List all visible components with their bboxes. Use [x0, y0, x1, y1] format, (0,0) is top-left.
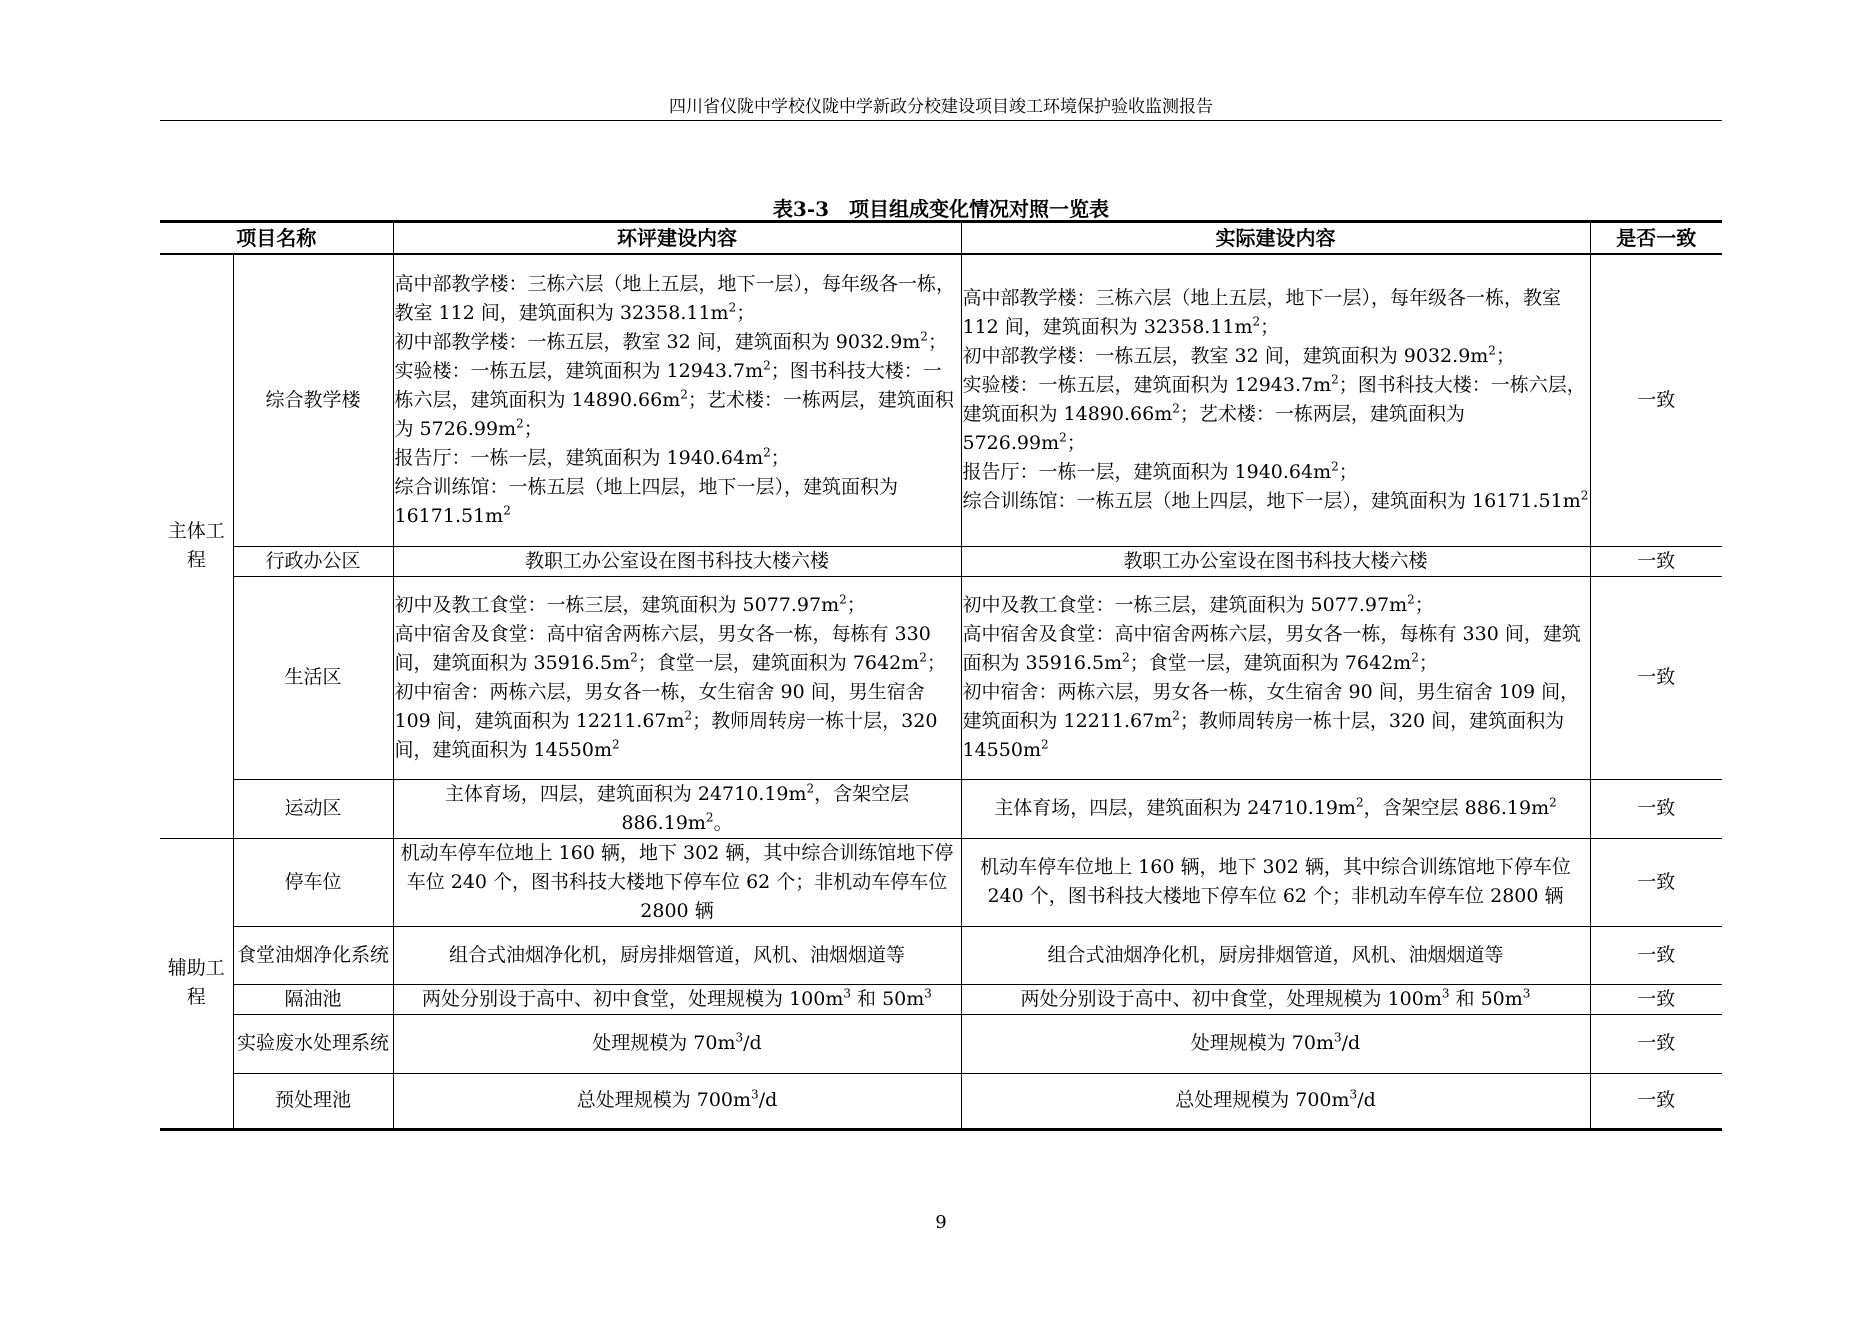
item-name-cell: 综合教学楼	[233, 254, 393, 546]
actual-content-cell: 初中及教工食堂：一栋三层，建筑面积为 $5077.97m^2$； 高中宿舍及食堂：高中宿舍两栋六层，男女各一栋，每栋有 330 间，建筑面积为 $35916.5m^2$；食堂一层，建筑面积为 $7642m^2$； 初中宿舍：两栋六层，男女各一栋，女生宿舍 90 间，男生宿舍 109 间，建筑面积为 $12211.67m^2$；教师周转房一栋十层，320 间，建筑面积为 $14550m^2$	[961, 576, 1590, 779]
actual-content-cell: 处理规模为 $70m^3/d$	[961, 1014, 1590, 1073]
consistency-cell: 一致	[1590, 779, 1722, 838]
actual-content-cell: 主体育场，四层，建筑面积为 $24710.19m^2$，含架空层 $886.19m^2$	[961, 779, 1590, 838]
table-row	[160, 984, 1722, 1014]
eia-content-cell: 主体育场，四层，建筑面积为 $24710.19m^2$，含架空层 $886.19m^2$。	[393, 779, 961, 838]
item-name-cell: 实验废水处理系统	[233, 1014, 393, 1073]
table-row	[160, 926, 1722, 984]
eia-content-cell: 两处分别设于高中、初中食堂，处理规模为 $100m^3$ 和 $50m^3$	[393, 984, 961, 1014]
table-row	[160, 779, 1722, 838]
consistency-cell: 一致	[1590, 926, 1722, 984]
eia-content-cell: 处理规模为 $70m^3/d$	[393, 1014, 961, 1073]
table-row	[160, 254, 1722, 546]
item-name-cell: 隔油池	[233, 984, 393, 1014]
consistency-cell: 一致	[1590, 1014, 1722, 1073]
eia-content-cell: 组合式油烟净化机，厨房排烟管道，风机、油烟烟道等	[393, 926, 961, 984]
col-header-actual: 实际建设内容	[961, 222, 1590, 255]
item-name-cell: 生活区	[233, 576, 393, 779]
eia-content-cell: 机动车停车位地上 160 辆，地下 302 辆，其中综合训练馆地下停车位 240 个，图书科技大楼地下停车位 62 个；非机动车停车位 2800 辆	[393, 838, 961, 926]
comparison-table	[160, 220, 1722, 1131]
eia-content-cell: 教职工办公室设在图书科技大楼六楼	[393, 546, 961, 576]
table-caption: 表3-3 项目组成变化情况对照一览表	[772, 197, 1110, 221]
consistency-cell: 一致	[1590, 1073, 1722, 1129]
actual-content-cell: 两处分别设于高中、初中食堂，处理规模为 $100m^3$ 和 $50m^3$	[961, 984, 1590, 1014]
actual-content-cell: 高中部教学楼：三栋六层（地上五层，地下一层），每年级各一栋，教室 112 间，建筑面积为 $32358.11m^2$； 初中部教学楼：一栋五层，教室 32 间，建筑面积为 $9032.9m^2$； 实验楼：一栋五层，建筑面积为 $12943.7m^2$；图书科技大楼：一栋六层，建筑面积为 $14890.66m^2$；艺术楼：一栋两层，建筑面积为 $5726.99m^2$； 报告厅：一栋一层，建筑面积为 $1940.64m^2$； 综合训练馆：一栋五层（地上四层，地下一层），建筑面积为 $16171.51m^2$	[961, 254, 1590, 546]
col-header-name: 项目名称	[160, 222, 393, 255]
running-header: 四川省仪陇中学校仪陇中学新政分校建设项目竣工环境保护验收监测报告	[669, 97, 1213, 117]
item-name-cell: 行政办公区	[233, 546, 393, 576]
actual-content-cell: 组合式油烟净化机，厨房排烟管道，风机、油烟烟道等	[961, 926, 1590, 984]
table-header-row	[160, 222, 1722, 255]
col-header-eia: 环评建设内容	[393, 222, 961, 255]
actual-content-cell: 机动车停车位地上 160 辆，地下 302 辆，其中综合训练馆地下停车位 240 个，图书科技大楼地下停车位 62 个；非机动车停车位 2800 辆	[961, 838, 1590, 926]
category-cell: 主体工程	[160, 254, 233, 838]
consistency-cell: 一致	[1590, 838, 1722, 926]
item-name-cell: 运动区	[233, 779, 393, 838]
actual-content-cell: 总处理规模为 $700m^3/d$	[961, 1073, 1590, 1129]
item-name-cell: 预处理池	[233, 1073, 393, 1129]
table-row	[160, 576, 1722, 779]
item-name-cell: 食堂油烟净化系统	[233, 926, 393, 984]
page-number: 9	[935, 1212, 947, 1233]
eia-content-cell: 初中及教工食堂：一栋三层，建筑面积为 $5077.97m^2$； 高中宿舍及食堂：高中宿舍两栋六层，男女各一栋，每栋有 330 间，建筑面积为 $35916.5m^2$；食堂一层，建筑面积为 $7642m^2$； 初中宿舍：两栋六层，男女各一栋，女生宿舍 90 间，男生宿舍 109 间，建筑面积为 $12211.67m^2$；教师周转房一栋十层，320 间，建筑面积为 $14550m^2$	[393, 576, 961, 779]
header-rule	[160, 120, 1722, 121]
table-row	[160, 1073, 1722, 1129]
consistency-cell: 一致	[1590, 546, 1722, 576]
table-row	[160, 838, 1722, 926]
eia-content-cell: 高中部教学楼：三栋六层（地上五层，地下一层），每年级各一栋，教室 112 间，建筑面积为 $32358.11m^2$； 初中部教学楼：一栋五层，教室 32 间，建筑面积为 $9032.9m^2$； 实验楼：一栋五层，建筑面积为 $12943.7m^2$；图书科技大楼：一栋六层，建筑面积为 $14890.66m^2$；艺术楼：一栋两层，建筑面积为 $5726.99m^2$； 报告厅：一栋一层，建筑面积为 $1940.64m^2$； 综合训练馆：一栋五层（地上四层，地下一层），建筑面积为 $16171.51m^2$	[393, 254, 961, 546]
consistency-cell: 一致	[1590, 576, 1722, 779]
table-row	[160, 1014, 1722, 1073]
item-name-cell: 停车位	[233, 838, 393, 926]
eia-content-cell: 总处理规模为 $700m^3/d$	[393, 1073, 961, 1129]
consistency-cell: 一致	[1590, 984, 1722, 1014]
table-row	[160, 546, 1722, 576]
actual-content-cell: 教职工办公室设在图书科技大楼六楼	[961, 546, 1590, 576]
col-header-consistent: 是否一致	[1590, 222, 1722, 255]
category-cell: 辅助工程	[160, 838, 233, 1129]
consistency-cell: 一致	[1590, 254, 1722, 546]
